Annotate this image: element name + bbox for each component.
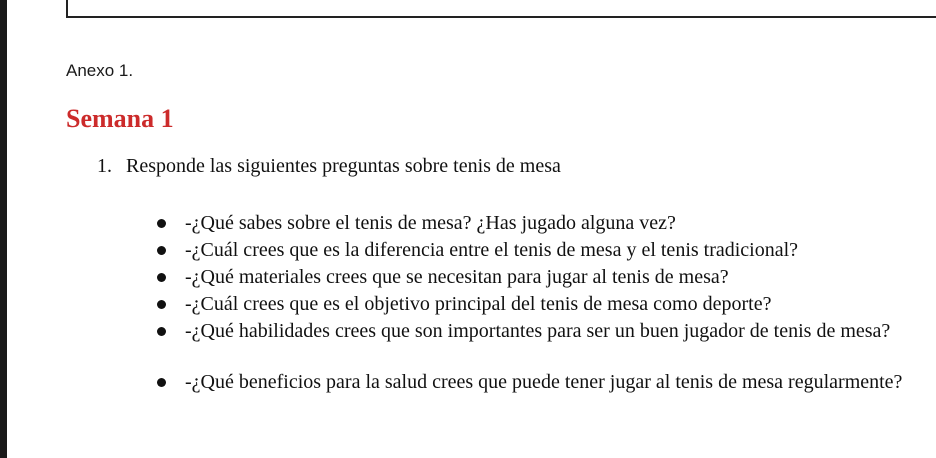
instruction-text: Responde las siguientes preguntas sobre tenis de mesa — [126, 155, 561, 177]
bullet-icon — [157, 327, 166, 336]
top-frame-border — [66, 0, 936, 18]
question-item — [185, 238, 915, 262]
list-number: 1. — [97, 155, 112, 177]
question-item — [185, 211, 915, 235]
bullet-icon — [157, 219, 166, 228]
question-item — [185, 292, 915, 316]
question-text: -¿Qué sabes sobre el tenis de mesa? ¿Has jugado alguna vez? — [185, 212, 676, 234]
question-item — [185, 319, 915, 343]
bullet-icon — [157, 246, 166, 255]
left-edge-border — [0, 0, 7, 458]
question-text: -¿Qué beneficios para la salud crees que puede tener jugar al tenis de mesa regularmente? — [185, 371, 903, 393]
question-text: -¿Cuál crees que es la diferencia entre el tenis de mesa y el tenis tradicional? — [185, 239, 799, 261]
question-text: -¿Cuál crees que es el objetivo principal del tenis de mesa como deporte? — [185, 293, 772, 315]
question-text: -¿Qué materiales crees que se necesitan para jugar al tenis de mesa? — [185, 266, 729, 288]
bullet-icon — [157, 378, 166, 387]
question-item — [185, 265, 915, 289]
week-title: Semana 1 — [66, 104, 174, 133]
bullet-icon — [157, 300, 166, 309]
bullet-icon — [157, 273, 166, 282]
question-item — [185, 370, 915, 394]
question-text: -¿Qué habilidades crees que son importantes para ser un buen jugador de tenis de mesa? — [185, 320, 891, 342]
annex-label: Anexo 1. — [66, 61, 134, 80]
